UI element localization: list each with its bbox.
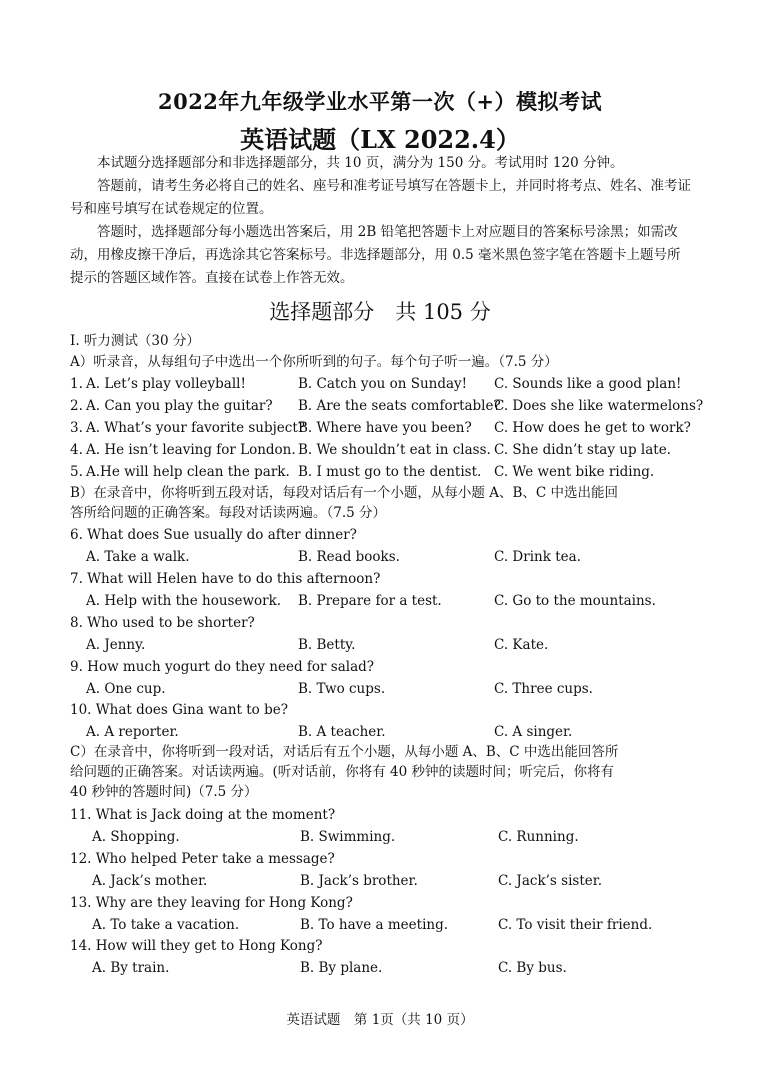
option-c: C. She didn’t stay up late. [494,442,671,458]
option-a: A. To take a vacation. [92,917,240,933]
question-text: 8. Who used to be shorter? [70,615,255,631]
option-c: C. How does he get to work? [494,420,691,436]
option-b: B. By plane. [300,960,383,976]
exam-subtitle: 英语试题（LX 2022.4） [240,125,520,154]
option-a: A. Jenny. [86,637,146,653]
option-a: A. Can you play the guitar? [86,398,273,414]
option-b: B. To have a meeting. [300,917,449,933]
option-c: C. Does she like watermelons? [494,398,704,414]
option-b: B. A teacher. [298,724,386,740]
option-b: B. Two cups. [298,681,386,697]
option-c: C. Sounds like a good plan! [494,376,682,392]
option-a: A. By train. [92,960,170,976]
option-a: A. Take a walk. [86,549,190,565]
intro-paragraph-2: 答题前，请考生务必将自己的姓名、座号和准考证号填写在答题卡上，并同时将考点、姓名、准考证号和座号填写在试卷规定的位置。 [70,178,691,217]
option-a: A.He will help clean the park. [86,464,290,480]
question-text: 14. How will they get to Hong Kong? [70,938,323,954]
option-b: B. Read books. [298,549,400,565]
question-text: 13. Why are they leaving for Hong Kong? [70,895,353,911]
question-text: 9. How much yogurt do they need for salad? [70,659,375,675]
question-number: 3. [70,420,83,436]
option-c: C. Running. [498,829,579,845]
page-footer: 英语试题 第 1页（共 10 页） [286,1012,474,1028]
option-c: C. To visit their friend. [498,917,653,933]
option-c: C. We went bike riding. [494,464,655,480]
option-b: B. Where have you been? [298,420,472,436]
question-text: 11. What is Jack doing at the moment? [70,807,336,823]
option-a: A. Jack’s mother. [92,873,208,889]
option-a: A. Let’s play volleyball! [86,376,246,392]
section-title: 选择题部分 共 105 分 [269,300,491,324]
exam-title: 2022年九年级学业水平第一次（+）模拟考试 [157,89,603,114]
option-b: B. Swimming. [300,829,396,845]
option-c: C. By bus. [498,960,567,976]
option-c: C. Jack’s sister. [498,873,602,889]
option-b: B. Are the seats comfortable? [298,398,501,414]
option-b: B. Prepare for a test. [298,593,442,609]
option-c: C. Kate. [494,637,549,653]
option-a: A. Shopping. [92,829,180,845]
option-a: A. A reporter. [86,724,179,740]
partC-instructions-line2: 给问题的正确答案。对话读两遍。(听对话前，你将有 40 秒钟的读题时间；听完后，你将有 [70,764,615,780]
intro-paragraph-1: 本试题分选择题部分和非选择题部分，共 10 页，满分为 150 分。考试用时 120 分钟。 [97,155,624,171]
question-text: 6. What does Sue usually do after dinner? [70,527,357,543]
question-text: 7. What will Helen have to do this afternoon? [70,571,381,587]
option-b: B. I must go to the dentist. [298,464,482,480]
option-a: A. He isn’t leaving for London. [86,442,296,458]
question-number: 4. [70,442,83,458]
option-a: A. What’s your favorite subject? [86,420,306,436]
option-b: B. Betty. [298,637,356,653]
partA-instructions: A）听录音，从每组句子中选出一个你所听到的句子。每个句子听一遍。（7.5 分） [70,354,558,370]
option-a: A. One cup. [86,681,166,697]
option-b: B. Jack’s brother. [300,873,418,889]
partC-instructions-line1: C）在录音中，你将听到一段对话，对话后有五个小题，从每小题 A、B、C 中选出能回答所 [70,744,619,760]
option-c: C. Drink tea. [494,549,581,565]
option-c: C. A singer. [494,724,573,740]
intro-paragraph-3: 答题时，选择题部分每小题选出答案后，用 2B 铅笔把答题卡上对应题目的答案标号涂黑；如需改动，用橡皮擦干净后，再选涂其它答案标号。非选择题部分，用 0.5 毫米黑色签字笔在答题卡上题号所提示的答题区域作答。直接在试卷上作答无效。 [70,224,681,286]
option-c: C. Go to the mountains. [494,593,656,609]
partB-instructions-line1: B）在录音中，你将听到五段对话，每段对话后有一个小题，从每小题 A、B、C 中选出能回 [70,485,619,501]
question-number: 1. [70,376,83,392]
question-number: 5. [70,464,83,480]
option-c: C. Three cups. [494,681,593,697]
partC-instructions-line3: 40 秒钟的答题时间)（7.5 分） [70,784,258,800]
question-number: 2. [70,398,83,414]
option-b: B. Catch you on Sunday! [298,376,468,392]
partB-instructions-line2: 答所给问题的正确答案。每段对话读两遍。（7.5 分） [70,505,387,521]
option-a: A. Help with the housework. [86,593,282,609]
question-text: 12. Who helped Peter take a message? [70,851,335,867]
option-b: B. We shouldn’t eat in class. [298,442,491,458]
question-text: 10. What does Gina want to be? [70,702,288,718]
part1-title: I. 听力测试（30 分） [70,333,200,349]
